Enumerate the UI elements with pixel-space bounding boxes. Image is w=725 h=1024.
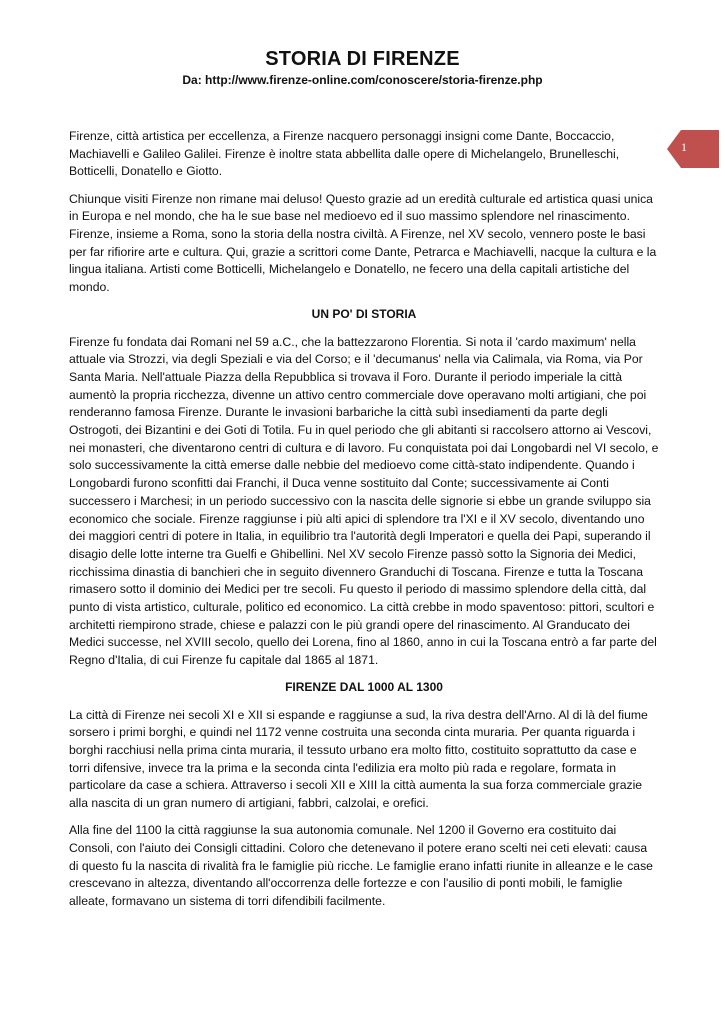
- period-paragraph-1: La città di Firenze nei secoli XI e XII si espande e raggiunse a sud, la riva destra dell'Arno. Al di là del fiume sorsero i primi borghi, e quindi nel 1172 venne costruita una seconda cinta muraria. Per quanta riguarda i borghi racchiusi nella prima cinta muraria, il tessuto urbano era molto fitto, costituito soprattutto da case e torri difensive, invece tra la prima e la seconda cinta l'edilizia era molto più rada e regolare, formata in particolare da case a schiera. Attraverso i secoli XII e XIII la città aumenta la sua forza commerciale grazie alla nascita di un gran numero di artigiani, fabbri, calzolai, e orefici.: [69, 707, 648, 811]
- history-paragraph: Firenze fu fondata dai Romani nel 59 a.C., che la battezzarono Florentia. Si nota il 'cardo maximum' nella attuale via Strozzi, via degli Speziali e via del Corso; e il 'decumanus' nella via Calimala, via Roma, via Por Santa Maria. Nell'attuale Piazza della Repubblica si trovava il Foro. Durante il periodo imperiale la città aumentò la propria ricchezza, divenne un attivo centro commerciale dove operavano molti artigiani, che poi renderanno famosa Firenze. Durante le invasioni barbariche la città subì insediamenti da parte degli Ostrogoti, dei Bizantini e dei Goti di Totila. Fu in quel periodo che gli abitanti si raccolsero attorno ai Vescovi, nei monasteri, che diventarono centri di cultura e di lavoro. Fu conquistata poi dai Longobardi nel VI secolo, e solo successivamente la città emerse dalle nebbie del medioevo come città-stato indipendente. Quando i Longobardi furono sconfitti dai Franchi, il Duca venne sostituito dal Conte; successivamente ai Conti successero i Marchesi; in un periodo successivo con la nascita delle signorie si ebbe un grande sviluppo sia economico che sociale. Firenze raggiunse i più alti apici di splendore tra l'XI e il XV secolo, diventando uno dei maggiori centri di potere in Italia, in equilibrio tra l'autorità degli Imperatori e quella dei Papi, superando il disagio delle lotte interne tra Guelfi e Ghibellini. Nel XV secolo Firenze passò sotto la Signoria dei Medici, ricchissima dinastia di banchieri che in seguito divennero Granduchi di Toscana. Firenze e tutta la Toscana rimasero sotto il dominio dei Medici per tre secoli. Fu questo il periodo di massimo splendore della città, dal punto di vista artistico, culturale, politico ed economico. La città crebbe in modo spaventoso: pittori, scultori e architetti riempirono strade, chiese e palazzi con le più grandi opere del rinascimento. Al Granducato dei Medici successe, nel XVIII secolo, quello dei Lorena, fino al 1860, anno in cui la Toscana entrò a far parte del Regno d'Italia, di cui Firenze fu capitale dal 1865 al 1871.: [69, 334, 659, 668]
- section-heading-history: UN PO' DI STORIA: [311, 307, 417, 322]
- document-body: [69, 128, 659, 920]
- page-number: 1: [681, 140, 687, 154]
- intro-paragraph-2: Chiunque visiti Firenze non rimane mai deluso! Questo grazie ad un eredità culturale ed artistica quasi unica in Europa e nel mondo, che ha le sue base nel medioevo ed il suo massimo splendore nel rinascimento. Firenze, insieme a Roma, sono la storia della nostra civiltà. A Firenze, nel XV secolo, vennero poste le basi per far rifiorire arte e cultura. Qui, grazie a scrittori come Dante, Petrarca e Machiavelli, nacque la cultura e la lingua italiana. Artisti come Botticelli, Michelangelo e Donatello, ne fecero una della capitali artistiche del mondo.: [69, 191, 657, 295]
- document-title: STORIA DI FIRENZE: [265, 48, 460, 70]
- period-paragraph-2: Alla fine del 1100 la città raggiunse la sua autonomia comunale. Nel 1200 il Governo era costituito dai Consoli, con l'aiuto dei Consigli cittadini. Coloro che detenevano il potere erano scelti nei ceti elevati: causa di questo fu la nascita di rivalità fra le famiglie più ricche. Le famiglie erano infatti riunite in alleanze e le case crescevano in altezza, diventando all'occorrenza delle fortezze e con l'ausilio di ponti mobili, le famiglie alleate, formavano un sistema di torri difendibili facilmente.: [69, 823, 653, 909]
- page-marker-arrow-icon: [667, 129, 719, 169]
- page-number-marker: [667, 129, 719, 169]
- source-line: Da: http://www.firenze-online.com/conoscere/storia-firenze.php: [182, 73, 543, 87]
- section-heading-1000-1300: FIRENZE DAL 1000 AL 1300: [285, 680, 443, 695]
- intro-paragraph-1: Firenze, città artistica per eccellenza, a Firenze nacquero personaggi insigni come Dante, Boccaccio, Machiavelli e Galileo Galilei. Firenze è inoltre stata abbellita dalle opere di Michelangelo, Brunelleschi, Botticelli, Donatello e Giotto.: [69, 129, 620, 179]
